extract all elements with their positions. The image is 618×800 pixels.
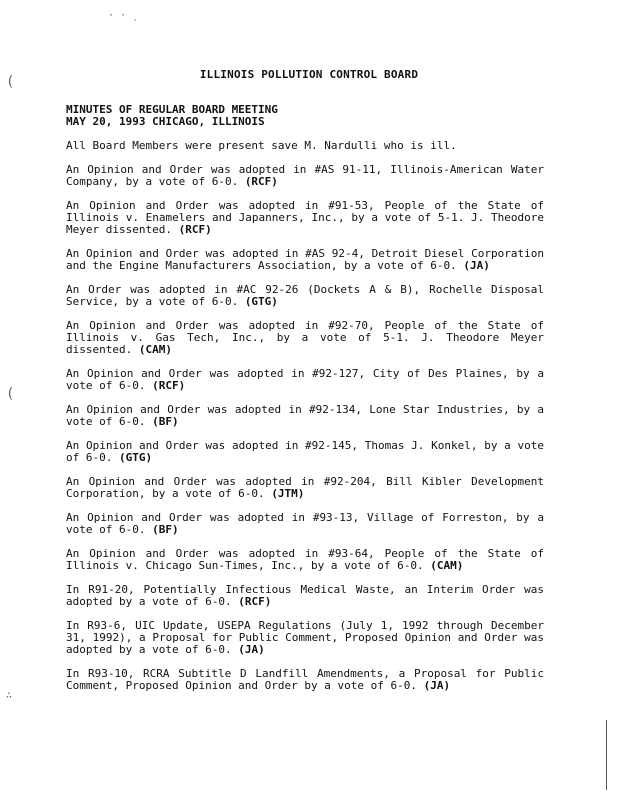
author-initials: (JTM) [271,487,305,500]
minutes-paragraph [66,620,544,656]
scan-bracket-mark: ( [6,74,15,90]
paragraph-text: All Board Members were present save M. Nardulli who is ill. [66,139,457,152]
minutes-paragraph [66,404,544,428]
author-initials: (RCF) [238,595,272,608]
paragraph-text: An Opinion and Order was adopted in #93-13, Village of Forreston, by a vote of 6-0. [66,511,544,536]
minutes-paragraph [66,668,544,692]
paragraph-text: An Opinion and Order was adopted in #92-70, People of the State of Illinois v. Gas Tech, Inc., by a vote of 5-1. J. Theodore Meyer dissented. [66,319,544,356]
paragraph-text: An Opinion and Order was adopted in #92-145, Thomas J. Konkel, by a vote of 6-0. [66,439,544,464]
author-initials: (GTG) [244,295,278,308]
paragraph-text: An Opinion and Order was adopted in #93-64, People of the State of Illinois v. Chicago Sun-Times, Inc., by a vote of 6-0. [66,547,544,572]
author-initials: (CAM) [138,343,172,356]
minutes-paragraph [66,320,544,356]
paragraph-text: An Opinion and Order was adopted in #92-127, City of Des Plaines, by a vote of 6-0. [66,367,544,392]
minutes-heading [66,104,278,128]
minutes-paragraph [66,548,544,572]
author-initials: (CAM) [430,559,464,572]
minutes-paragraph [66,284,544,308]
author-initials: (RCF) [244,175,278,188]
author-initials: (JA) [463,259,490,272]
paragraph-text: An Opinion and Order was adopted in #92-134, Lone Star Industries, by a vote of 6-0. [66,403,544,428]
scan-smudge: ∴ [6,690,13,701]
minutes-paragraph [66,368,544,392]
minutes-paragraph [66,248,544,272]
scan-bracket-mark: ( [6,386,15,402]
paragraph-text: An Opinion and Order was adopted in #91-53, People of the State of Illinois v. Enamelers and Japanners, Inc., by a vote of 5-1. J. Theodore Meyer dissented. [66,199,544,236]
minutes-heading-line2: MAY 20, 1993 CHICAGO, ILLINOIS [66,115,265,128]
author-initials: (JA) [423,679,451,692]
scan-edge-line [606,720,607,790]
minutes-paragraph [66,200,544,236]
minutes-paragraph [66,164,544,188]
paragraph-text: An Order was adopted in #AC 92-26 (Dockets A & B), Rochelle Disposal Service, by a vote of 6-0. [66,283,544,308]
paragraph-text: In R93-10, RCRA Subtitle D Landfill Amendments, a Proposal for Public Comment, Proposed Opinion and Order by a vote of 6-0. [66,667,544,692]
paragraph-text: An Opinion and Order was adopted in #92-204, Bill Kibler Development Corporation, by a vote of 6-0. [66,475,544,500]
paragraph-text: In R93-6, UIC Update, USEPA Regulations (July 1, 1992 through December 31, 1992), a Proposal for Public Comment, Proposed Opinion and Order was adopted by a vote of 6-0. [66,619,544,656]
document-title: ILLINOIS POLLUTION CONTROL BOARD [199,68,419,81]
author-initials: (RCF) [152,379,186,392]
minutes-paragraph [66,476,544,500]
minutes-paragraph [66,140,544,152]
author-initials: (JA) [238,643,265,656]
minutes-paragraph [66,512,544,536]
author-initials: (GTG) [118,451,153,464]
minutes-heading-line1: MINUTES OF REGULAR BOARD MEETING [66,103,278,116]
author-initials: (BF) [152,523,179,536]
minutes-body [66,140,544,704]
scan-speck: · · ˎ [108,10,139,21]
author-initials: (BF) [152,415,179,428]
author-initials: (RCF) [178,223,212,236]
paragraph-text: An Opinion and Order was adopted in #AS 91-11, Illinois-American Water Company, by a vote of 6-0. [66,163,544,188]
minutes-paragraph [66,584,544,608]
paragraph-text: In R91-20, Potentially Infectious Medical Waste, an Interim Order was adopted by a vote of 6-0. [66,583,544,608]
minutes-paragraph [66,440,544,464]
paragraph-text: An Opinion and Order was adopted in #AS 92-4, Detroit Diesel Corporation and the Engine Manufacturers Association, by a vote of 6-0. [66,247,544,272]
